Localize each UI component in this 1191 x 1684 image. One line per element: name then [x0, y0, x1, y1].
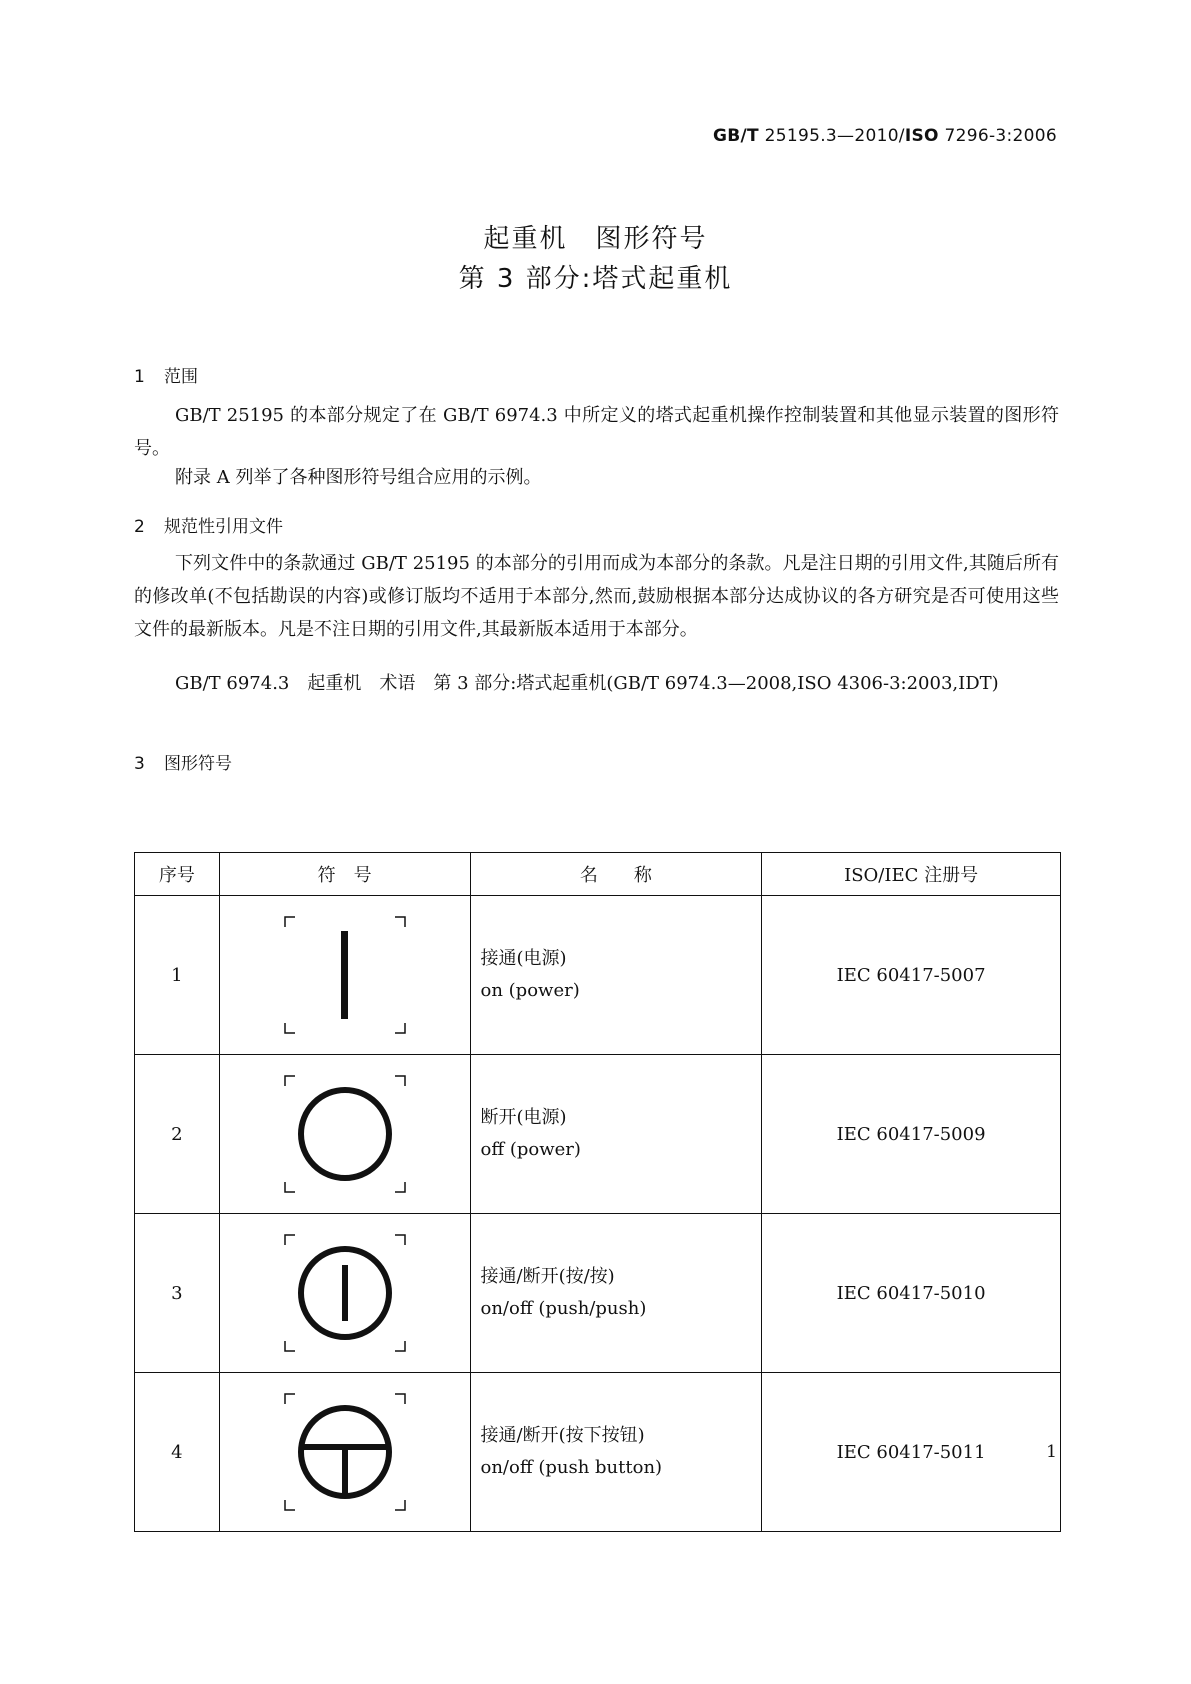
references-paragraph-1: 下列文件中的条款通过 GB/T 25195 的本部分的引用而成为本部分的条款。凡是注日期的引用文件,其随后所有的修改单(不包括勘误的内容)或修订版均不适用于本部分,然而,鼓励根据本部分达成协议的各方研究是否可使用这些文件的最新版本。凡是不注日期的引用文件,其最新版本适用于本部分。: [134, 553, 1059, 640]
row-number: 3: [135, 1214, 220, 1373]
symbol-cell: [219, 1373, 470, 1532]
row-number: 1: [135, 896, 220, 1055]
section-heading-scope: 1 范围: [134, 367, 198, 387]
references-paragraph-2: GB/T 6974.3 起重机 术语 第 3 部分:塔式起重机(GB/T 6974.3—2008,ISO 4306-3:2003,IDT): [175, 673, 999, 694]
power-toggle-icon: [280, 1228, 410, 1358]
registration-cell: IEC 60417-5007: [762, 896, 1061, 1055]
registration-cell: IEC 60417-5009: [762, 1055, 1061, 1214]
push-button-on-off-icon: [280, 1387, 410, 1517]
section-heading-references: 2 规范性引用文件: [134, 517, 283, 537]
registration-cell: IEC 60417-5011: [762, 1373, 1061, 1532]
document-subtitle: 第 3 部分:塔式起重机: [458, 264, 733, 294]
header-serial: 序号: [135, 853, 220, 896]
row-number: 4: [135, 1373, 220, 1532]
name-cell: 接通/断开(按下按钮) on/off (push button): [470, 1373, 762, 1532]
table-row: [135, 1214, 1061, 1373]
symbol-cell: [219, 1055, 470, 1214]
name-cell: 接通/断开(按/按) on/off (push/push): [470, 1214, 762, 1373]
table-row: [135, 896, 1061, 1055]
symbol-cell: [219, 896, 470, 1055]
power-off-icon: [280, 1069, 410, 1199]
row-number: 2: [135, 1055, 220, 1214]
table-header-row: [135, 853, 1061, 896]
section-heading-symbols: 3 图形符号: [134, 754, 232, 774]
header-name: 名 称: [470, 853, 762, 896]
table-row: [135, 1373, 1061, 1532]
header-symbol: 符 号: [219, 853, 470, 896]
standard-code: GB/T 25195.3—2010/ISO 7296-3:2006: [713, 126, 1057, 146]
table-row: [135, 1055, 1061, 1214]
scope-paragraph-2: 附录 A 列举了各种图形符号组合应用的示例。: [175, 467, 542, 488]
symbol-cell: [219, 1214, 470, 1373]
power-on-icon: [280, 910, 410, 1040]
name-cell: 断开(电源) off (power): [470, 1055, 762, 1214]
header-registration: ISO/IEC 注册号: [762, 853, 1061, 896]
name-cell: 接通(电源) on (power): [470, 896, 762, 1055]
symbol-table: [134, 852, 1061, 1532]
scope-paragraph-1: GB/T 25195 的本部分规定了在 GB/T 6974.3 中所定义的塔式起重机操作控制装置和其他显示装置的图形符号。: [134, 405, 1059, 459]
registration-cell: IEC 60417-5010: [762, 1214, 1061, 1373]
page-number: 1: [1046, 1442, 1057, 1462]
document-title: 起重机 图形符号: [483, 224, 708, 254]
